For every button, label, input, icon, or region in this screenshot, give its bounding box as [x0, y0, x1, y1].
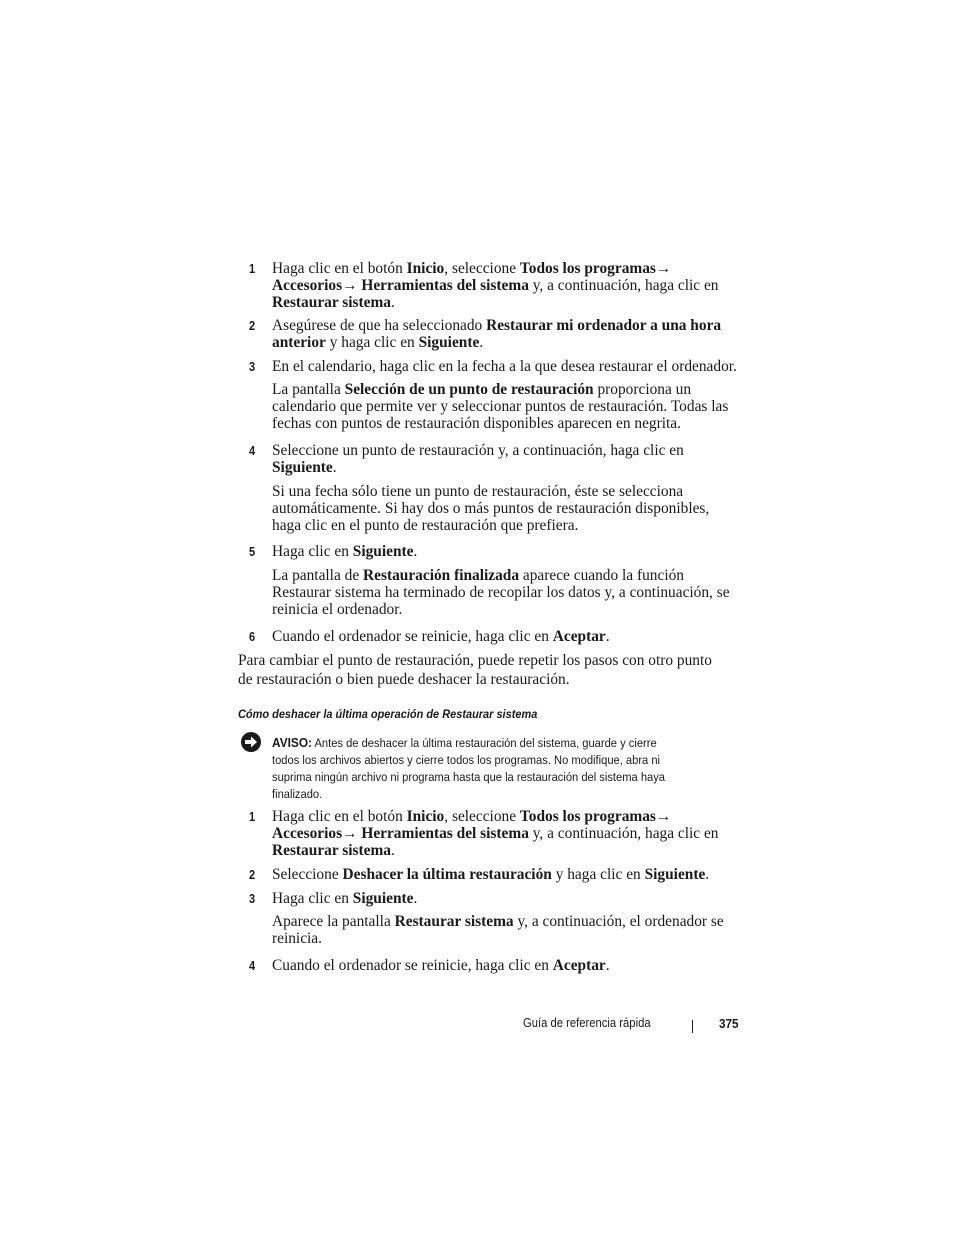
step-number: 1 — [249, 262, 256, 276]
footer-separator — [692, 1020, 693, 1033]
step-number: 4 — [249, 444, 256, 458]
s2-step-3-detail: Aparece la pantalla Restaurar sistema y, a continuación, el ordenador se reinicia. — [272, 913, 724, 947]
step-number: 3 — [249, 360, 256, 374]
step-number: 6 — [249, 630, 256, 644]
footer-title: Guía de referencia rápida — [523, 1016, 651, 1030]
arrow-icon: → — [342, 825, 358, 842]
notice-label: AVISO: — [272, 735, 313, 750]
section-heading: Cómo deshacer la última operación de Restaurar sistema — [238, 707, 538, 721]
s1-step-3-detail: La pantalla Selección de un punto de restauración proporciona un calendario que permite ver y seleccionar puntos de restauración. Todas las fechas con puntos de restauración disponibles aparecen en negrita. — [272, 381, 729, 432]
s1-step-4-detail: Si una fecha sólo tiene un punto de restauración, éste se selecciona automáticamente. Si hay dos o más puntos de restauración disponibles, haga clic en el punto de restauración que prefiera. — [272, 483, 710, 534]
s1-step-5-detail: La pantalla de Restauración finalizada aparece cuando la función Restaurar sistema ha terminado de recopilar los datos y, a continuación, se reinicia el ordenador. — [272, 567, 730, 618]
arrow-icon: → — [655, 260, 672, 277]
notice-text: AVISO: Antes de deshacer la última restauración del sistema, guarde y cierre todos los archivos abiertos y cierre todos los programas. No modifique, abra ni suprima ningún archivo ni programa hasta que la restauración del sistema haya finalizado. — [272, 735, 666, 801]
document-page: 1 Haga clic en el botón Inicio, seleccione Todos los programas→ Accesorios→ Herramientas del sistema y, a continuación, haga clic en Restaurar sistema. 2 Asegúrese de que ha seleccionado Restaurar mi ordenador a una hora anterior y haga clic en Siguiente. 3 En el calendario, haga clic en la fecha a la que desea restaurar el ordenador. La pantalla Selección de un punto de restauración proporciona un calendario que permite ver y seleccionar puntos de restauración. Todas las fechas con puntos de restauración disponibles aparecen en negrita. 4 Seleccione un punto de restauración y, a continuación, haga clic en Siguiente. Si una fecha sólo tiene un punto de restauración, éste se selecciona automáticamente. Si hay dos o más puntos de restauración disponibles, haga clic en el punto de restauración que prefiera. 5 Haga clic en Siguiente. La pantalla de Restauración finalizada aparece cuando la función Restaurar sistema ha terminado de recopilar los datos y, a continuación, se reinicia el ordenador. 6 Cuando el ordenador se reinicie, haga clic en Aceptar. Para cambiar el punto de restauración, puede repetir los pasos con otro punto de restauración o bien puede deshacer la restauración. Cómo deshacer la última operación de Restaurar sistema AVISO: Antes de deshacer la última restauración del sistema, guarde y cierre todos los archivos abiertos y cierre todos los programas. No modifique, abra ni suprima ningún archivo ni programa hasta que la restauración del sistema haya finalizado. 1 Haga clic en el botón Inicio, seleccione Todos los programas→ Accesorios→ Herramientas del sistema y, a continuación, haga clic en Restaurar sistema. 2 Seleccione Deshacer la última restauración y haga clic en Siguiente. 3 Haga clic en Siguiente. Aparece la pantalla Restaurar sistema y, a continuación, el ordenador se reinicia. 4 Cuando el ordenador se reinicie, haga clic en Aceptar. Guía de referencia rápida 375 — [0, 0, 954, 1235]
page-footer — [0, 1016, 954, 1036]
arrow-icon: → — [655, 808, 672, 825]
notice-arrow-icon — [240, 731, 262, 753]
step-number: 3 — [249, 892, 256, 906]
page-number: 375 — [719, 1016, 739, 1031]
step-number: 4 — [249, 959, 256, 973]
step-number: 2 — [249, 868, 256, 882]
arrow-icon: → — [342, 277, 358, 294]
step-number: 5 — [249, 545, 256, 559]
step-number: 1 — [249, 810, 256, 824]
closing-paragraph: Para cambiar el punto de restauración, puede repetir los pasos con otro punto de restauración o bien puede deshacer la restauración. — [238, 652, 712, 688]
step-number: 2 — [249, 319, 256, 333]
